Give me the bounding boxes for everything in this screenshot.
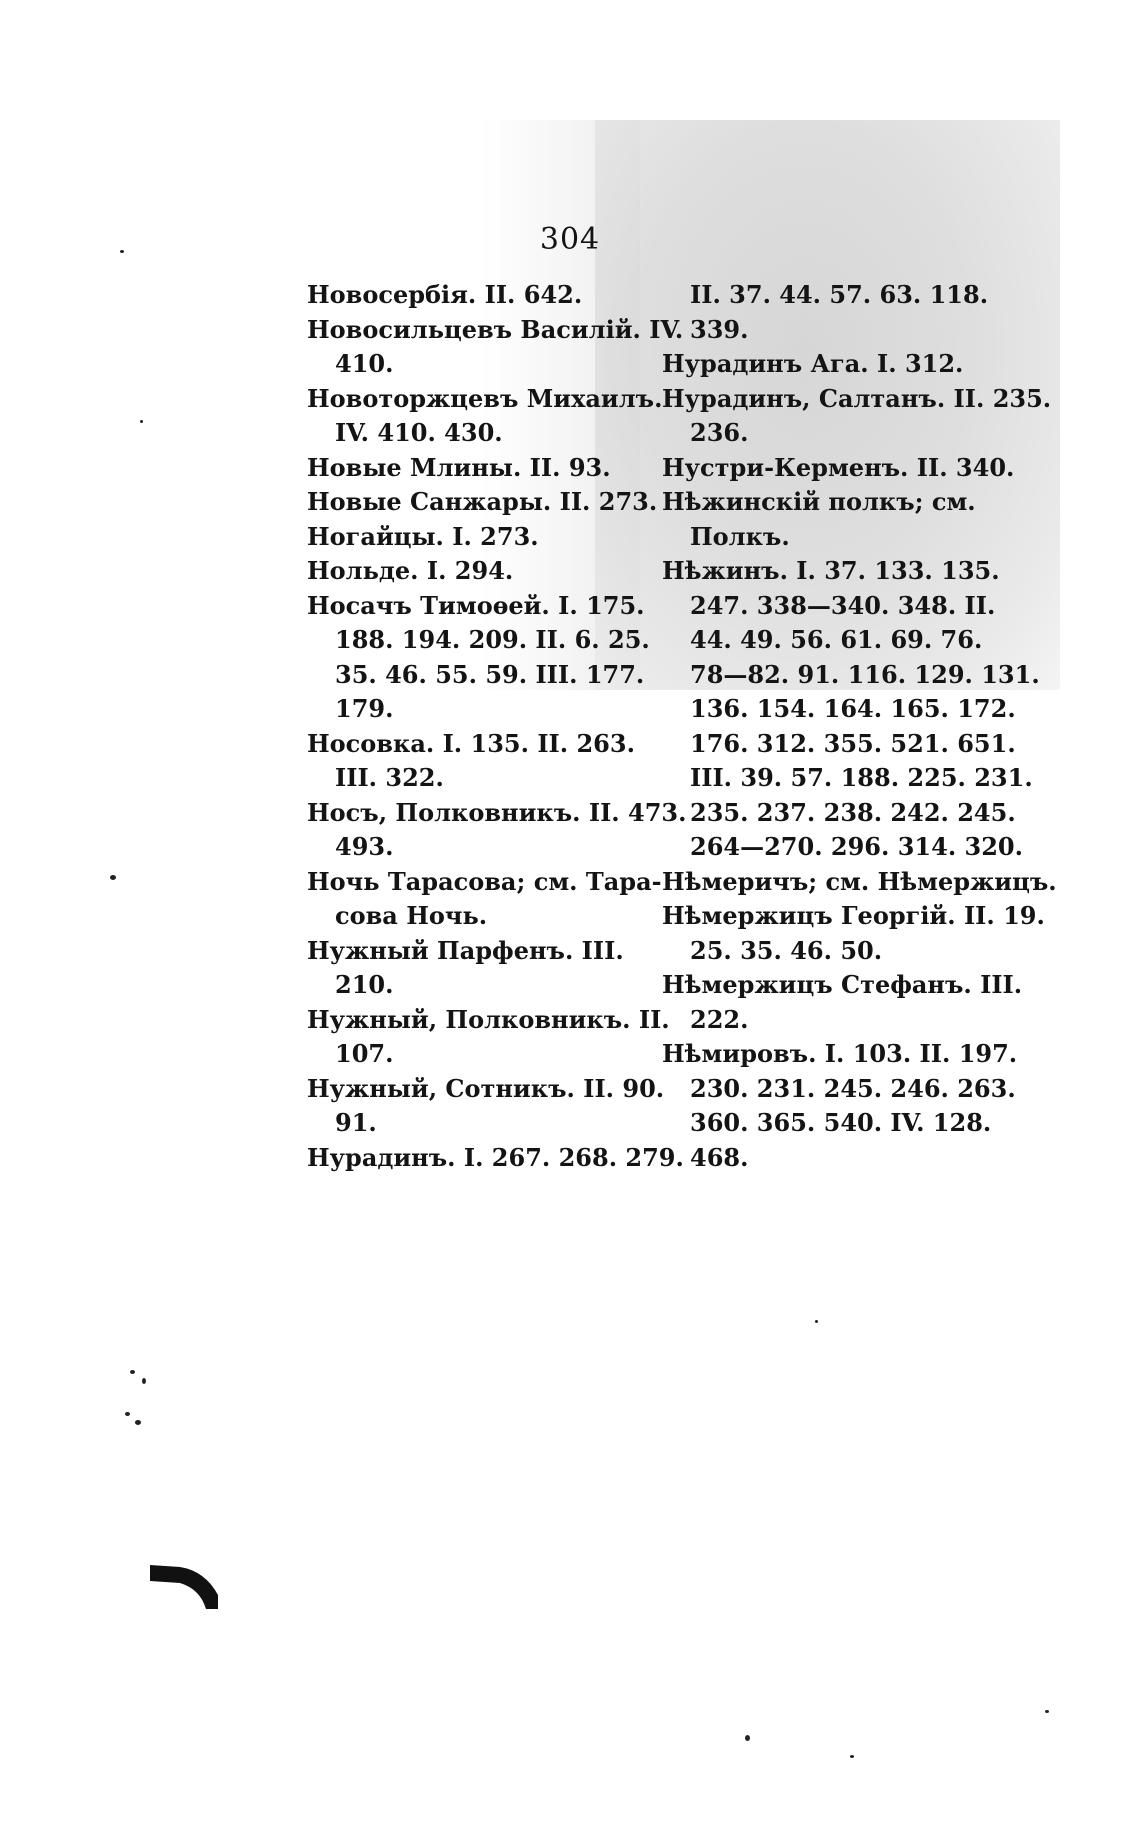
index-line: Новосербія. II. 642. bbox=[307, 280, 583, 309]
index-line: 230. 231. 245. 246. 263. bbox=[690, 1073, 1016, 1103]
index-line: Нѣмержицъ Стефанъ. III. bbox=[662, 970, 1023, 999]
index-line: II. 37. 44. 57. 63. 118. bbox=[690, 280, 989, 309]
index-line: 44. 49. 56. 61. 69. 76. bbox=[690, 625, 983, 654]
index-line: Носъ, Полковникъ. II. 473. bbox=[307, 797, 687, 827]
index-line: Новоторжцевъ Михаилъ. bbox=[307, 383, 663, 413]
index-line: Нужный Парфенъ. III. bbox=[307, 935, 624, 965]
index-line: 468. bbox=[690, 1142, 749, 1172]
index-line: 360. 365. 540. IV. 128. bbox=[690, 1108, 992, 1137]
index-line: III. 39. 57. 188. 225. 231. bbox=[690, 763, 1033, 792]
scan-speck bbox=[850, 1755, 854, 1758]
index-line: 35. 46. 55. 59. III. 177. bbox=[335, 659, 645, 689]
index-line: 410. bbox=[335, 349, 394, 378]
index-line: 188. 194. 209. II. 6. 25. bbox=[335, 625, 650, 654]
index-line: IV. 410. 430. bbox=[335, 418, 503, 447]
scan-speck bbox=[120, 250, 124, 253]
index-line: 247. 338—340. 348. II. bbox=[690, 590, 996, 620]
index-line: Новые Млины. II. 93. bbox=[307, 452, 611, 482]
index-line: Нѣмержицъ Георгій. II. 19. bbox=[662, 901, 1045, 930]
index-column-right bbox=[662, 278, 1057, 1175]
index-line: 236. bbox=[690, 418, 749, 447]
index-line: Нужный, Полковникъ. II. bbox=[307, 1004, 670, 1034]
index-line: 179. bbox=[335, 694, 394, 723]
index-line: Нѣжинскій полкъ; см. bbox=[662, 487, 976, 516]
index-line: Нѣмировъ. I. 103. II. 197. bbox=[662, 1039, 1018, 1068]
scan-speck bbox=[140, 420, 143, 423]
index-line: Нольде. I. 294. bbox=[307, 556, 514, 585]
index-line: 25. 35. 46. 50. bbox=[690, 935, 883, 965]
index-line: 78—82. 91. 116. 129. 131. bbox=[690, 659, 1040, 689]
scan-speck bbox=[135, 1420, 141, 1425]
index-line: 222. bbox=[690, 1004, 749, 1034]
index-line: 176. 312. 355. 521. 651. bbox=[690, 728, 1016, 758]
index-line: сова Ночь. bbox=[335, 901, 488, 930]
index-line: Нурадинъ Ага. I. 312. bbox=[662, 349, 964, 378]
index-line: Нурадинъ, Салтанъ. II. 235. bbox=[662, 383, 1052, 413]
index-line: 264—270. 296. 314. 320. bbox=[690, 832, 1023, 861]
index-line: 493. bbox=[335, 832, 394, 861]
scan-speck bbox=[125, 1412, 130, 1416]
scan-speck bbox=[745, 1735, 750, 1741]
scan-blot bbox=[150, 1565, 220, 1610]
index-line: Носачъ Тимоѳей. I. 175. bbox=[307, 590, 645, 620]
index-line: 235. 237. 238. 242. 245. bbox=[690, 797, 1016, 827]
scan-speck bbox=[142, 1378, 146, 1384]
scan-speck bbox=[815, 1320, 818, 1323]
scan-speck bbox=[130, 1370, 135, 1374]
index-line: Новосильцевъ Василій. IV. bbox=[307, 314, 684, 344]
index-line: 136. 154. 164. 165. 172. bbox=[690, 694, 1016, 723]
index-line: 210. bbox=[335, 970, 394, 999]
index-line: Нужный, Сотникъ. II. 90. bbox=[307, 1073, 665, 1103]
index-line: Полкъ. bbox=[690, 521, 790, 551]
index-line: Нѣжинъ. I. 37. 133. 135. bbox=[662, 556, 1000, 585]
index-line: Ногайцы. I. 273. bbox=[307, 521, 539, 551]
scan-speck bbox=[1045, 1710, 1049, 1713]
index-line: III. 322. bbox=[335, 763, 444, 792]
index-line: 107. bbox=[335, 1039, 394, 1068]
index-line: Носовка. I. 135. II. 263. bbox=[307, 728, 635, 758]
index-line: 339. bbox=[690, 314, 749, 344]
index-line: Ночь Тарасова; см. Тара- bbox=[307, 866, 662, 896]
index-line: Новые Санжары. II. 273. bbox=[307, 487, 658, 516]
index-column-left bbox=[307, 278, 687, 1175]
index-line: Нѣмеричъ; см. Нѣмержицъ. bbox=[662, 866, 1057, 896]
index-line: Нустри-Керменъ. II. 340. bbox=[662, 452, 1015, 482]
index-line: Нурадинъ. I. 267. 268. 279. bbox=[307, 1142, 684, 1172]
scan-speck bbox=[110, 875, 116, 880]
index-line: 91. bbox=[335, 1108, 377, 1137]
page-number: 304 bbox=[539, 222, 601, 257]
